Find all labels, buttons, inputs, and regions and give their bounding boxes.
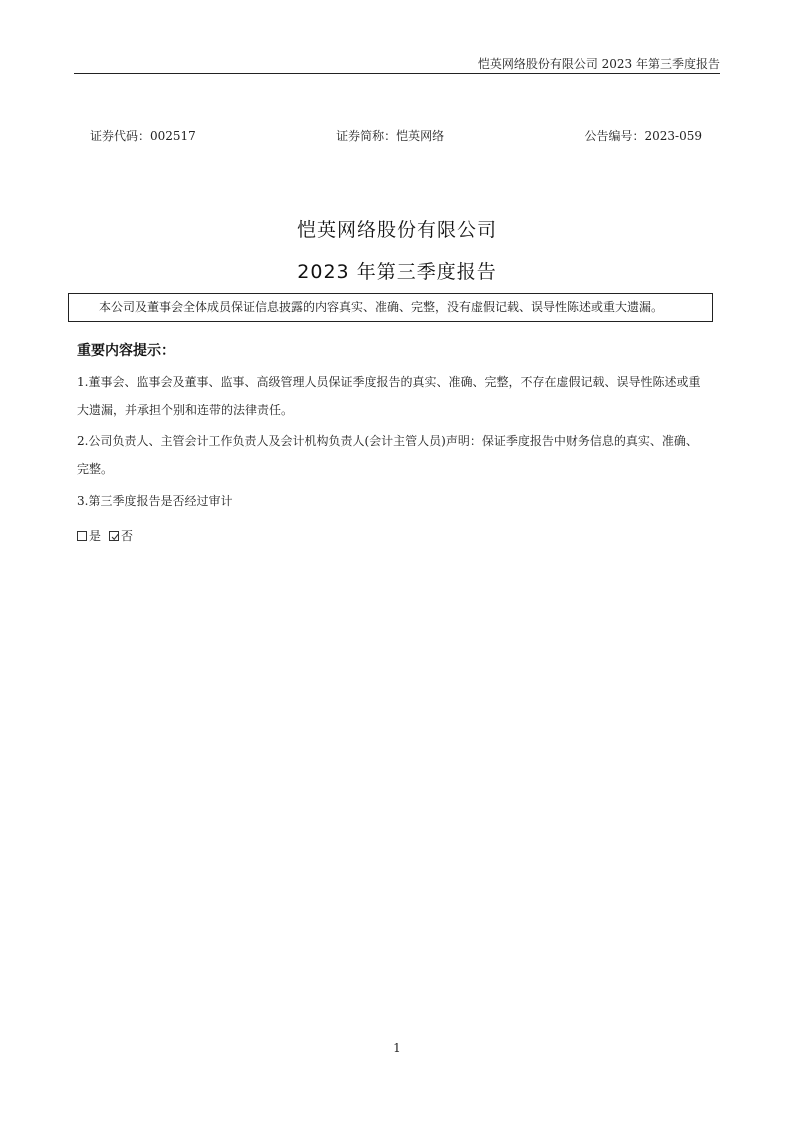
checkbox-no-icon: [109, 531, 119, 541]
report-title: 2023 年第三季度报告: [297, 261, 497, 283]
running-header: 恺英网络股份有限公司 2023 年第三季度报告: [477, 57, 720, 71]
security-code: 证券代码：002517: [90, 129, 196, 143]
choice-yes: [77, 527, 101, 544]
security-abbreviation: 证券简称：恺英网络: [336, 129, 445, 143]
meta-row: [90, 127, 702, 144]
choice-no: [109, 527, 133, 544]
header-rule: [74, 73, 720, 74]
notice-item-2: 2.公司负责人、主管会计工作负责人及会计机构负责人(会计主管人员)声明：保证季度报告中财务信息的真实、准确、完整。: [77, 434, 698, 476]
notice-item-1: 1.董事会、监事会及董事、监事、高级管理人员保证季度报告的真实、准确、完整，不存在虚假记载、误导性陈述或重大遗漏，并承担个别和连带的法律责任。: [77, 375, 701, 417]
audit-choices: [77, 527, 133, 544]
choice-yes-label: 是: [89, 529, 102, 543]
company-title: 恺英网络股份有限公司: [296, 219, 497, 241]
checkbox-yes-icon: [77, 531, 87, 541]
page-number: 1: [393, 1041, 401, 1055]
disclosure-notice-box: 本公司及董事会全体成员保证信息披露的内容真实、准确、完整，没有虚假记载、误导性陈述或重大遗漏。: [68, 293, 713, 322]
notice-number: 公告编号：2023-059: [584, 129, 702, 143]
choice-no-label: 否: [121, 529, 134, 543]
notice-item-3: 3.第三季度报告是否经过审计: [77, 494, 233, 508]
section-heading: 重要内容提示：: [77, 343, 175, 359]
